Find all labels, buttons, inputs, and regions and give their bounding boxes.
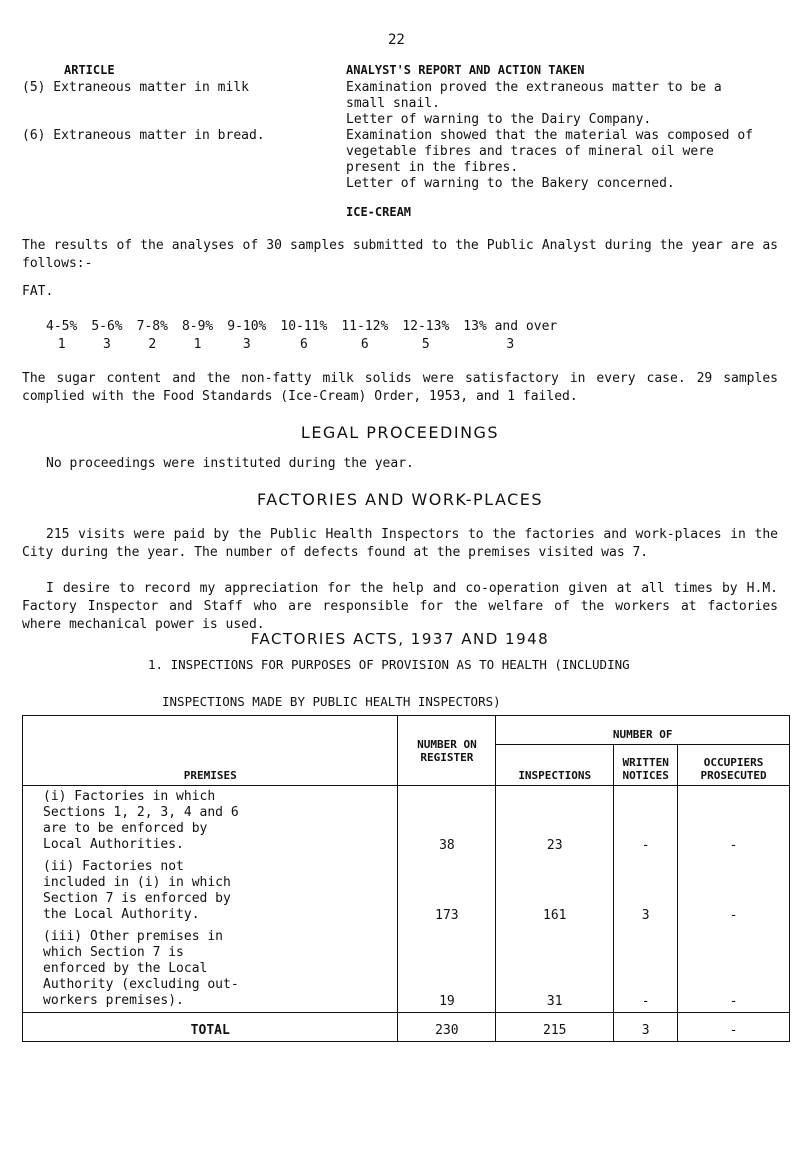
premises-header: PREMISES — [23, 716, 398, 786]
total-label: TOTAL — [23, 1013, 398, 1042]
table-row — [23, 856, 790, 926]
notices-cell: 3 — [614, 856, 678, 926]
fat-range: 10-11% — [280, 319, 328, 334]
factories-para-1: 215 visits were paid by the Public Health Inspectors to the factories and work-places in the City during the year. The number of defects found at the premises visited was 7. — [22, 527, 778, 560]
action-item-6: Letter of warning to the Bakery concerned. — [346, 176, 675, 191]
fat-range: 12-13% — [402, 319, 450, 334]
fat-column — [137, 318, 168, 354]
total-inspections: 215 — [496, 1013, 614, 1042]
inspections-cell: 161 — [496, 856, 614, 926]
premises-cell: (i) Factories in which Sections 1, 2, 3, 4 and 6 are to be enforced by Local Authorities. — [23, 786, 398, 857]
fat-count: 1 — [193, 337, 202, 352]
notices-cell: - — [614, 786, 678, 857]
legal-heading: LEGAL PROCEEDINGS — [300, 423, 500, 442]
article-column-header: ARTICLE — [64, 63, 115, 77]
factories-heading: FACTORIES AND WORK-PLACES — [256, 490, 544, 509]
number-of-header: NUMBER OF — [496, 716, 790, 745]
report-item-5: Examination proved the extraneous matter to be a small snail. — [346, 80, 722, 111]
fat-column — [280, 318, 327, 354]
sugar-content-text: The sugar content and the non-fatty milk solids were satisfactory in every case. 29 samples complied with the Food Standards (Ice-Cream) Order, 1953, and 1 failed. — [22, 371, 778, 404]
fat-range: 13% and over — [463, 319, 558, 334]
fat-range: 4-5% — [46, 319, 78, 334]
register-header: NUMBER ON REGISTER — [398, 716, 496, 786]
fat-count: 3 — [103, 337, 111, 352]
fat-column — [341, 318, 388, 354]
fat-count: 3 — [506, 337, 515, 352]
fat-distribution — [46, 318, 571, 354]
prosecuted-cell: - — [678, 856, 790, 926]
register-cell: 173 — [398, 856, 496, 926]
prosecuted-cell: - — [678, 786, 790, 857]
fat-count: 6 — [360, 337, 369, 352]
factories-para-2: I desire to record my appreciation for the help and co-operation given at all times by H.M. Factory Inspector and Staff who are responsible for the welfare of the workers at factories where mechanical power is used. — [22, 581, 778, 632]
fat-count: 1 — [57, 337, 66, 352]
prosecuted-cell: - — [678, 926, 790, 1013]
total-prosecuted: - — [678, 1013, 790, 1042]
notices-cell: - — [614, 926, 678, 1013]
occupiers-prosecuted-header: OCCUPIERS PROSECUTED — [678, 745, 790, 786]
total-row — [23, 1013, 790, 1042]
written-notices-header: WRITTEN NOTICES — [614, 745, 678, 786]
page-number: 22 — [388, 32, 405, 48]
fat-column — [91, 318, 122, 354]
register-cell: 38 — [398, 786, 496, 857]
fat-count: 6 — [299, 337, 308, 352]
premises-cell: (ii) Factories not included in (i) in which Section 7 is enforced by the Local Authority. — [23, 856, 398, 926]
fat-count: 2 — [148, 337, 157, 352]
report-column-header: ANALYST'S REPORT AND ACTION TAKEN — [346, 63, 585, 77]
report-item-6: Examination showed that the material was composed of vegetable fibres and traces of mineral oil were present in the fibres. — [346, 128, 753, 175]
fat-range: 7-8% — [136, 319, 168, 334]
register-cell: 19 — [398, 926, 496, 1013]
ice-cream-heading: ICE-CREAM — [346, 205, 412, 219]
acts-subheading-1: 1. INSPECTIONS FOR PURPOSES OF PROVISION AS TO HEALTH (INCLUDING — [148, 657, 630, 672]
inspections-table — [22, 694, 790, 1042]
total-notices: 3 — [614, 1013, 678, 1042]
table-row — [23, 786, 790, 857]
fat-column — [402, 318, 449, 354]
fat-column — [182, 318, 213, 354]
fat-range: 9-10% — [227, 319, 267, 334]
inspections-cell: 31 — [496, 926, 614, 1013]
inspections-cell: 23 — [496, 786, 614, 857]
action-item-5: Letter of warning to the Dairy Company. — [346, 112, 652, 127]
fat-column — [227, 318, 266, 354]
fat-column — [46, 318, 77, 354]
acts-heading: FACTORIES ACTS, 1937 AND 1948 — [250, 630, 550, 648]
acts-subheading-2: INSPECTIONS MADE BY PUBLIC HEALTH INSPECTORS) — [162, 694, 501, 709]
legal-text: No proceedings were instituted during the year. — [46, 456, 414, 471]
premises-cell: (iii) Other premises in which Section 7 is enforced by the Local Authority (excluding out-workers premises). — [23, 926, 398, 1013]
table-row — [23, 926, 790, 1013]
article-item-6: (6) Extraneous matter in bread. — [22, 128, 265, 143]
fat-range: 11-12% — [341, 319, 389, 334]
article-item-5: (5) Extraneous matter in milk — [22, 80, 249, 95]
ice-cream-intro: The results of the analyses of 30 samples submitted to the Public Analyst during the year are as follows:- — [22, 238, 778, 271]
fat-column — [463, 318, 557, 354]
fat-range: 5-6% — [91, 319, 123, 334]
total-register: 230 — [398, 1013, 496, 1042]
fat-count: 5 — [421, 337, 430, 352]
fat-count: 3 — [242, 337, 251, 352]
inspections-header: INSPECTIONS — [496, 745, 614, 786]
fat-label: FAT. — [22, 284, 54, 299]
fat-range: 8-9% — [181, 319, 214, 334]
